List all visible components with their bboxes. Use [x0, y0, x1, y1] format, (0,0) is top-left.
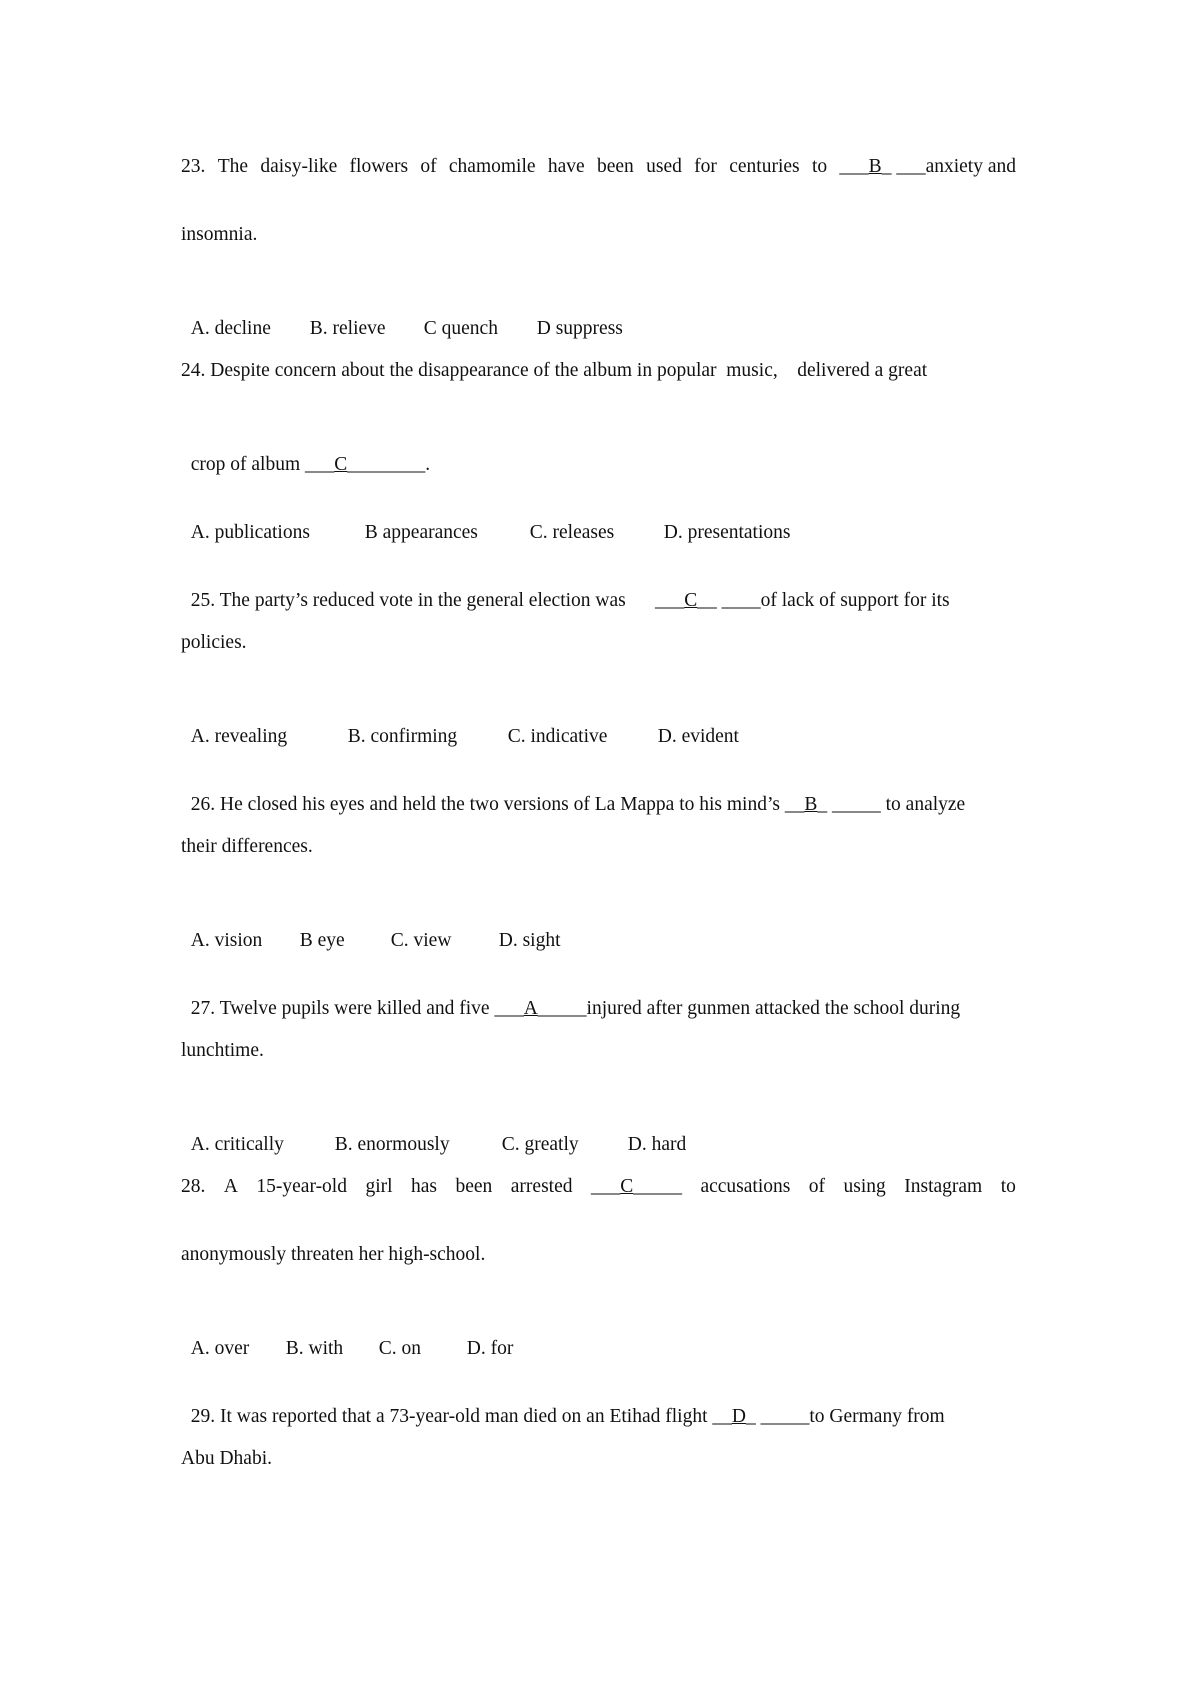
answer: D	[731, 1406, 746, 1427]
word: flowers	[349, 156, 409, 177]
question-24-line-2: crop of album ___C________.	[190, 454, 431, 475]
answer: B	[804, 794, 818, 815]
word: used	[646, 156, 682, 177]
question-23-line-2: insomnia.	[181, 224, 258, 245]
option-a: A. critically	[190, 1134, 284, 1155]
answer: C	[334, 454, 348, 475]
word: arrested	[510, 1176, 573, 1197]
question-24-options	[181, 494, 1016, 546]
word: have	[547, 156, 585, 177]
answer-blank: ___B_ ___anxiety and	[839, 156, 1016, 177]
word: for	[694, 156, 717, 177]
word: 15-year-old	[256, 1176, 347, 1197]
option-d: D. sight	[498, 930, 561, 951]
question-27-line-2: lunchtime.	[181, 1040, 264, 1061]
question-27-line-1: 27. Twelve pupils were killed and five ___A_____injured after gunmen attacked the school during	[190, 998, 961, 1019]
question-28-options	[181, 1310, 1016, 1362]
option-c: C. view	[390, 930, 452, 951]
question-24-line-1: 24. Despite concern about the disappearance of the album in popular music, delivered a great	[181, 360, 928, 381]
question-23-options	[181, 290, 1016, 342]
answer-blank: __D_ _____	[712, 1406, 810, 1427]
option-a: A. decline	[190, 318, 271, 339]
option-a: A. publications	[190, 522, 310, 543]
answer-blank: ___C__ ____	[654, 590, 761, 611]
answer-blank: ___C________	[305, 454, 426, 475]
question-28-line-1	[181, 1174, 1016, 1200]
answer-blank: __B_ _____	[784, 794, 881, 815]
word: using	[843, 1176, 886, 1197]
option-b: B. with	[285, 1338, 344, 1359]
option-b: B. enormously	[334, 1134, 450, 1155]
word: of	[420, 156, 437, 177]
option-c: C. releases	[529, 522, 615, 543]
option-d: D. hard	[627, 1134, 687, 1155]
word: centuries	[729, 156, 800, 177]
word: The	[217, 156, 249, 177]
question-29-line-2: Abu Dhabi.	[181, 1448, 272, 1469]
option-b: B. relieve	[309, 318, 386, 339]
question-26-options	[181, 902, 1016, 954]
question-25-line-2: policies.	[181, 632, 247, 653]
word: accusations	[700, 1176, 791, 1197]
option-a: A. over	[190, 1338, 250, 1359]
option-d: D. presentations	[663, 522, 791, 543]
question-26-line-2: their differences.	[181, 836, 313, 857]
option-c: C. on	[378, 1338, 422, 1359]
option-b: B eye	[299, 930, 345, 951]
option-a: A. revealing	[190, 726, 288, 747]
option-a: A. vision	[190, 930, 263, 951]
question-25-line-1: 25. The party’s reduced vote in the general election was ___C__ ____of lack of support for its	[190, 590, 950, 611]
word: Instagram	[904, 1176, 983, 1197]
word: girl	[365, 1176, 393, 1197]
word: been	[596, 156, 634, 177]
word: A	[223, 1176, 238, 1197]
answer: C	[620, 1176, 634, 1197]
answer: A	[523, 998, 538, 1019]
option-d: D suppress	[536, 318, 623, 339]
answer-blank: ___A_____	[494, 998, 587, 1019]
option-d: D. for	[466, 1338, 514, 1359]
option-b: B. confirming	[347, 726, 458, 747]
option-d: D. evident	[657, 726, 739, 747]
question-27-options	[181, 1106, 1016, 1158]
question-28-line-2: anonymously threaten her high-school.	[181, 1244, 486, 1265]
question-25-options	[181, 698, 1016, 750]
word: daisy-like	[260, 156, 338, 177]
option-c: C. indicative	[507, 726, 608, 747]
option-c: C quench	[423, 318, 498, 339]
word: chamomile	[448, 156, 536, 177]
question-26-line-1: 26. He closed his eyes and held the two versions of La Mappa to his mind’s __B_ _____ to analyze	[190, 794, 966, 815]
word: 23.	[181, 156, 206, 177]
answer: C	[684, 590, 698, 611]
word: has	[411, 1176, 438, 1197]
word: to	[1000, 1176, 1016, 1197]
option-b: B appearances	[364, 522, 478, 543]
question-23-line-1	[181, 154, 1016, 180]
question-29-line-1: 29. It was reported that a 73-year-old man died on an Etihad flight __D_ _____to Germany from	[190, 1406, 945, 1427]
answer: B	[868, 156, 882, 177]
word: been	[455, 1176, 493, 1197]
answer-blank: ___C_____	[590, 1176, 682, 1197]
option-c: C. greatly	[501, 1134, 579, 1155]
word: to	[811, 156, 828, 177]
word: 28.	[181, 1176, 206, 1197]
word: of	[808, 1176, 826, 1197]
